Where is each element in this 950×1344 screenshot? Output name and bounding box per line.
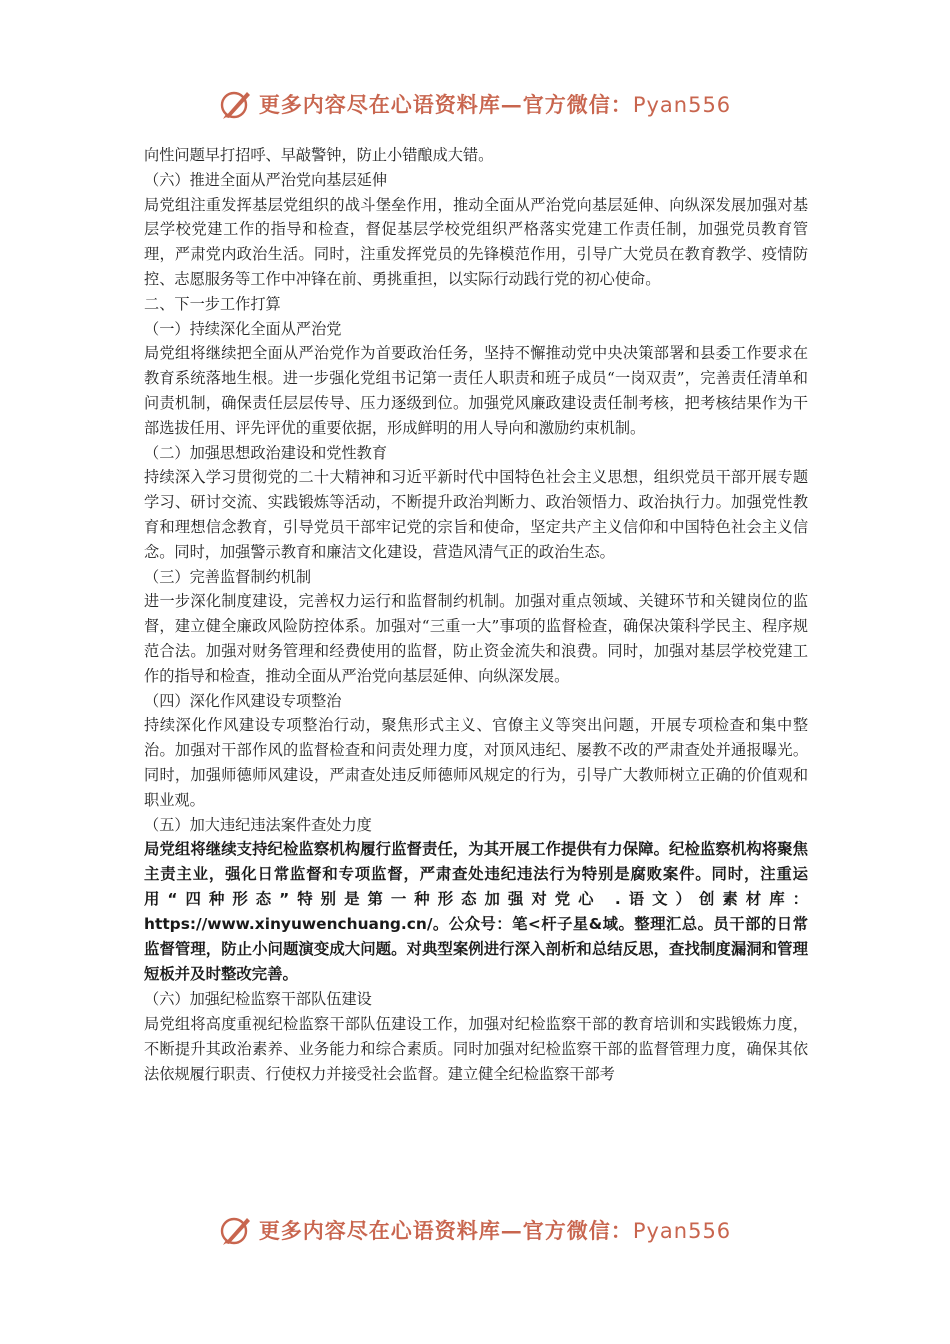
section-heading: 二、下一步工作打算 [144, 294, 281, 313]
banner-text: 更多内容尽在心语资料库—官方微信：Pyan556 [258, 1218, 732, 1243]
paragraph: 向性问题早打招呼、早敲警钟，防止小错酿成大错。 [144, 146, 494, 164]
paragraph: 持续深化作风建设专项整治行动，聚焦形式主义、官僚主义等突出问题，开展专项检查和集中整治。加强对干部作风的监督检查和问责处理力度，对顶风违纪、屡教不改的严肃查处并通报曝光。同时，加强师德师风建设，严肃查处违反师德师风规定的行为，引导广大教师树立正确的价值观和职业观。 [144, 716, 808, 809]
section-heading: （六）加强纪检监察干部队伍建设 [144, 990, 372, 1009]
paragraph: 局党组将继续把全面从严治党作为首要政治任务，坚持不懈推动党中央决策部署和县委工作要求在教育系统落地生根。进一步强化党组书记第一责任人职责和班子成员“一岗双责”，完善责任清单和问责机制，确保责任层层传导、压力逐级到位。加强党风廉政建设责任制考核，把考核结果作为干部选拔任用、评先评优的重要依据，形成鲜明的用人导向和激励约束机制。 [144, 344, 808, 437]
section-heading: （三）完善监督制约机制 [144, 567, 312, 586]
section-heading: （一）持续深化全面从严治党 [144, 319, 342, 338]
banner-text: 更多内容尽在心语资料库—官方微信：Pyan556 [258, 92, 732, 117]
document-body [144, 143, 808, 1087]
section-heading: （四）深化作风建设专项整治 [144, 691, 342, 710]
section-heading: （五）加大违纪违法案件查处力度 [144, 815, 372, 834]
pen-logo-icon [219, 1213, 253, 1247]
paragraph: 局党组将继续支持纪检监察机构履行监督责任，为其开展工作提供有力保障。纪检监察机构将聚焦主责主业，强化日常监督和专项监督，严肃查处违纪违法行为特别是腐败案件。同时，注重运用“四种形态”特别是第一种形态加强对党心 .语文）创素材库：https://www.xinyuwenchuang.cn/。公众号：笔<杆子星&域。整理汇总。员干部的日常监督管理，防止小问题演变成大问题。对典型案例进行深入剖析和总结反思，查找制度漏洞和管理短板并及时整改完善。 [144, 840, 808, 984]
paragraph: 局党组将高度重视纪检监察干部队伍建设工作，加强对纪检监察干部的教育培训和实践锻炼力度，不断提升其政治素养、业务能力和综合素质。同时加强对纪检监察干部的监督管理力度，确保其依法依规履行职责、行使权力并接受社会监督。建立健全纪检监察干部考 [144, 1015, 808, 1083]
footer-banner [0, 1208, 950, 1252]
paragraph: 持续深入学习贯彻党的二十大精神和习近平新时代中国特色社会主义思想，组织党员干部开展专题学习、研讨交流、实践锻炼等活动，不断提升政治判断力、政治领悟力、政治执行力。加强党性教育和理想信念教育，引导党员干部牢记党的宗旨和使命，坚定共产主义信仰和中国特色社会主义信念。同时，加强警示教育和廉洁文化建设，营造风清气正的政治生态。 [144, 468, 808, 561]
pen-logo-icon [219, 87, 253, 121]
header-banner [0, 82, 950, 126]
section-heading: （六）推进全面从严治党向基层延伸 [144, 170, 387, 189]
paragraph: 局党组注重发挥基层党组织的战斗堡垒作用，推动全面从严治党向基层延伸、向纵深发展加强对基层学校党建工作的指导和检查，督促基层学校党组织严格落实党建工作责任制，加强党员教育管理，严肃党内政治生活。同时，注重发挥党员的先锋模范作用，引导广大党员在教育教学、疫情防控、志愿服务等工作中冲锋在前、勇挑重担，以实际行动践行党的初心使命。 [144, 195, 808, 288]
paragraph: 进一步深化制度建设，完善权力运行和监督制约机制。加强对重点领域、关键环节和关键岗位的监督，建立健全廉政风险防控体系。加强对“三重一大”事项的监督检查，确保决策科学民主、程序规范合法。加强对财务管理和经费使用的监督，防止资金流失和浪费。同时，加强对基层学校党建工作的指导和检查，推动全面从严治党向基层延伸、向纵深发展。 [144, 592, 808, 685]
section-heading: （二）加强思想政治建设和党性教育 [144, 443, 387, 462]
